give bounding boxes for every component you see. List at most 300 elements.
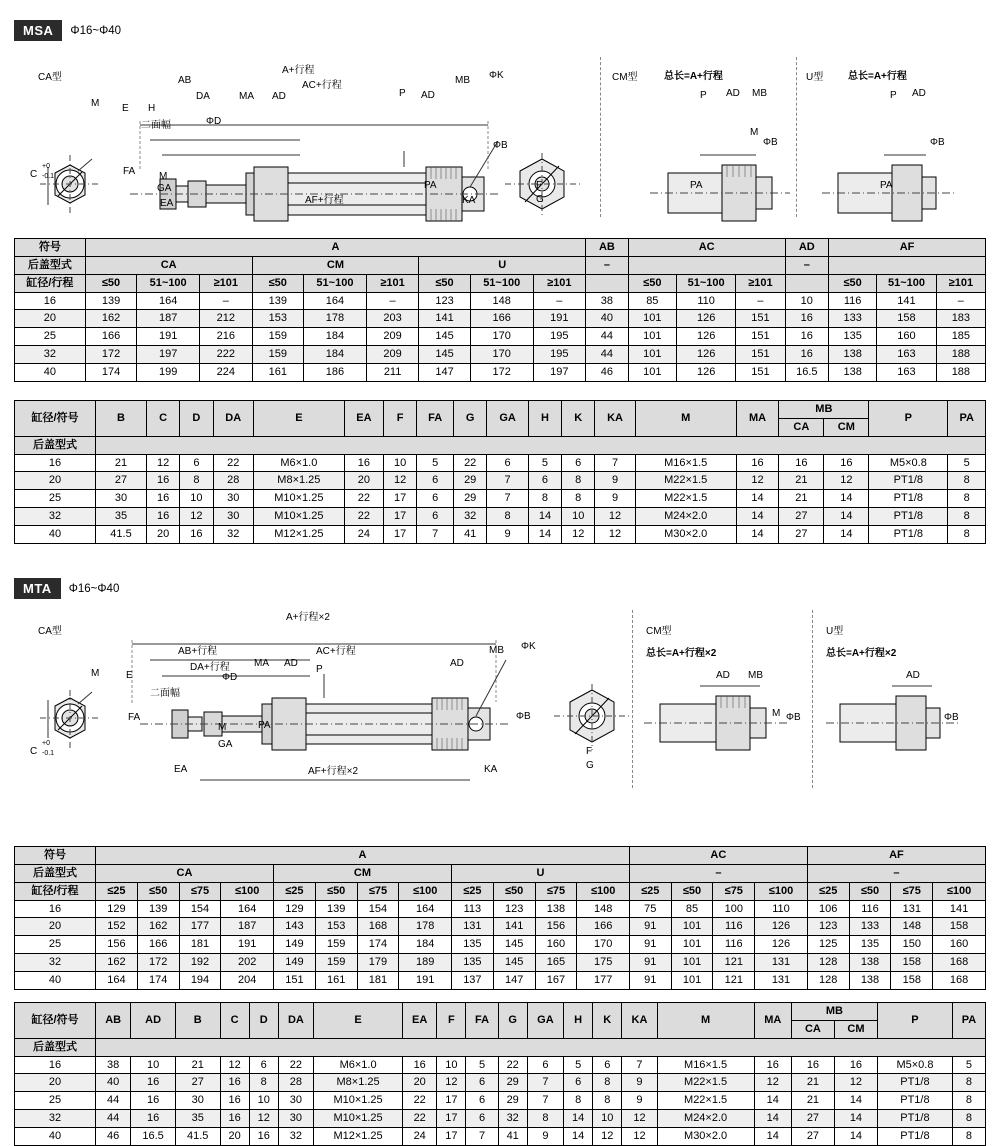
label-mta-m2: M — [218, 722, 227, 733]
cell-value: 181 — [179, 936, 221, 954]
cell-value: 159 — [252, 328, 303, 346]
cell-value: 159 — [315, 954, 357, 972]
mta-th-c17: ≤25 — [807, 882, 849, 900]
cell-value: 149 — [273, 954, 315, 972]
table-row — [15, 292, 986, 310]
cell-value: 101 — [628, 346, 676, 364]
cell-value: 150 — [891, 936, 933, 954]
cell-value: 17 — [437, 1110, 466, 1128]
table-row — [15, 918, 986, 936]
cell-value: 30 — [96, 490, 147, 508]
label-mta-phik: ΦK — [521, 641, 536, 652]
cell-value: 32 — [498, 1110, 527, 1128]
cell-value: 141 — [419, 310, 470, 328]
th2-g: G — [454, 401, 487, 437]
label-mta-ca-type: CA型 — [38, 626, 62, 637]
cell-value: 160 — [535, 936, 577, 954]
th-af-blank — [829, 256, 986, 274]
cell-value: 21 — [791, 1074, 834, 1092]
th2-ea: EA — [344, 401, 383, 437]
cell-value: 170 — [577, 936, 630, 954]
cell-value: 6 — [527, 1056, 563, 1074]
label-mta-ga: GA — [218, 739, 233, 750]
table-row — [15, 1003, 986, 1021]
label-msa-phik: ΦK — [489, 70, 504, 81]
label-mta-cm-note: 总长=A+行程×2 — [646, 648, 717, 659]
table-mta-dimensions-a — [14, 846, 986, 990]
cell-value: 5 — [417, 454, 454, 472]
cell-value: 212 — [200, 310, 252, 328]
cell-value: 151 — [736, 328, 785, 346]
label-mta-mb: MB — [489, 645, 504, 656]
th-a-cm-1: ≤50 — [252, 274, 303, 292]
cell-value: 22 — [278, 1056, 313, 1074]
cell-value: 172 — [470, 363, 533, 381]
row-bore: 40 — [15, 971, 96, 989]
cell-value: 161 — [252, 363, 303, 381]
label-msa-ma: MA — [239, 91, 254, 102]
cell-value: 129 — [273, 900, 315, 918]
label-mta-g: G — [586, 760, 594, 771]
row-bore: 25 — [15, 936, 96, 954]
cell-value: 126 — [676, 310, 736, 328]
mta-th-c18: ≤50 — [849, 882, 891, 900]
cell-value: 6 — [417, 490, 454, 508]
cell-value: 164 — [96, 971, 138, 989]
cell-value: 6 — [466, 1110, 498, 1128]
cell-value: 6 — [417, 472, 454, 490]
label-mta-f: F — [586, 746, 593, 757]
cell-value: 91 — [629, 954, 671, 972]
cell-value: 110 — [676, 292, 736, 310]
th-bore-stroke: 缸径/行程 — [15, 274, 86, 292]
cell-value: 7 — [527, 1074, 563, 1092]
cell-value: 21 — [779, 472, 824, 490]
cell-value: 21 — [779, 490, 824, 508]
divider-mta-2 — [812, 610, 813, 788]
cell-value: 154 — [179, 900, 221, 918]
cell-value: 21 — [175, 1056, 220, 1074]
label-mta-u-type: U型 — [826, 626, 844, 637]
cell-value: PT1/8 — [869, 525, 948, 543]
cell-value: 128 — [807, 954, 849, 972]
mta2-th-k: K — [593, 1003, 622, 1039]
cell-value: M22×1.5 — [635, 472, 736, 490]
cell-value: 16 — [785, 328, 829, 346]
mta2-th-e: E — [314, 1003, 403, 1039]
cell-value: 159 — [315, 936, 357, 954]
cell-value: 151 — [273, 971, 315, 989]
cell-value: 41 — [498, 1127, 527, 1145]
table-row — [15, 472, 986, 490]
cell-value: 9 — [622, 1074, 657, 1092]
cell-value: 27 — [96, 472, 147, 490]
mta-th-c19: ≤75 — [891, 882, 933, 900]
cell-value: 44 — [96, 1092, 131, 1110]
mta-th-bore-stroke: 缸径/行程 — [15, 882, 96, 900]
label-mta-fa: FA — [128, 712, 141, 723]
cell-value: 133 — [849, 918, 891, 936]
cell-value: 148 — [891, 918, 933, 936]
label-mta-cm-mb: MB — [748, 670, 763, 681]
cell-value: 123 — [493, 900, 535, 918]
label-mta-ad2: AD — [450, 658, 464, 669]
table-row — [15, 847, 986, 865]
row-bore: 16 — [15, 900, 96, 918]
cell-value: 101 — [671, 918, 713, 936]
cell-value: 14 — [736, 490, 779, 508]
cell-value: 8 — [952, 1110, 985, 1128]
label-mta-c-tol-top: +0 — [42, 740, 50, 747]
mta-th-c16: ≤100 — [755, 882, 808, 900]
cell-value: 7 — [595, 454, 635, 472]
label-mta-pa: PA — [258, 720, 271, 731]
mta2-th-f: F — [437, 1003, 466, 1039]
cell-value: – — [936, 292, 985, 310]
cell-value: M22×1.5 — [635, 490, 736, 508]
label-mta-phid: ΦD — [222, 672, 238, 683]
cell-value: 41 — [454, 525, 487, 543]
cell-value: 6 — [417, 508, 454, 526]
label-msa-phid: ΦD — [206, 116, 222, 127]
cell-value: 29 — [454, 490, 487, 508]
mta-th-af-dash: – — [807, 864, 985, 882]
cell-value: 131 — [891, 900, 933, 918]
cell-value: 177 — [179, 918, 221, 936]
cell-value: 181 — [357, 971, 399, 989]
cell-value: 204 — [221, 971, 274, 989]
label-msa-u-ad: AD — [912, 88, 926, 99]
mta2-th-b: B — [175, 1003, 220, 1039]
cell-value: 151 — [736, 310, 785, 328]
cell-value: 202 — [221, 954, 274, 972]
th-ac-1: ≤50 — [628, 274, 676, 292]
cell-value: 154 — [357, 900, 399, 918]
label-mta-flat: 二面幅 — [150, 688, 180, 699]
cell-value: 197 — [533, 363, 585, 381]
cell-value: 185 — [936, 328, 985, 346]
cell-value: 179 — [357, 954, 399, 972]
label-msa-u-type: U型 — [806, 72, 824, 83]
mta-th-c4: ≤100 — [221, 882, 274, 900]
cell-value: 16 — [779, 454, 824, 472]
cell-value: 158 — [877, 310, 937, 328]
cell-value: 35 — [175, 1110, 220, 1128]
cell-value: 129 — [96, 900, 138, 918]
cell-value: 12 — [595, 508, 635, 526]
mta-th-cm: CM — [273, 864, 451, 882]
th-af: AF — [829, 239, 986, 257]
cell-value: 38 — [96, 1056, 131, 1074]
cell-value: 30 — [213, 508, 253, 526]
cell-value: 22 — [344, 490, 383, 508]
cell-value: 9 — [595, 490, 635, 508]
cell-value: 168 — [357, 918, 399, 936]
cell-value: 126 — [676, 363, 736, 381]
cell-value: M8×1.25 — [314, 1074, 403, 1092]
cell-value: 138 — [829, 363, 877, 381]
label-msa-e: E — [122, 103, 129, 114]
cell-value: 194 — [179, 971, 221, 989]
table-row — [15, 436, 986, 454]
cell-value: 158 — [891, 954, 933, 972]
label-msa-da: DA — [196, 91, 210, 102]
label-msa-ad2: AD — [421, 90, 435, 101]
divider-mta-1 — [632, 610, 633, 788]
th-af-3: ≥101 — [936, 274, 985, 292]
row-bore: 25 — [15, 328, 86, 346]
label-msa-ac-stroke: AC+行程 — [302, 80, 342, 91]
cell-value: 22 — [213, 454, 253, 472]
table-row — [15, 363, 986, 381]
cell-value: 44 — [586, 328, 629, 346]
th-a-ca-1: ≤50 — [85, 274, 136, 292]
label-msa-ab: AB — [178, 75, 192, 86]
cell-value: M6×1.0 — [253, 454, 344, 472]
label-msa-c: C — [30, 169, 38, 180]
cell-value: 24 — [403, 1127, 437, 1145]
cell-value: 40 — [96, 1074, 131, 1092]
cell-value: 16 — [131, 1074, 176, 1092]
cell-value: 16 — [249, 1127, 278, 1145]
cell-value: 195 — [533, 328, 585, 346]
cell-value: 153 — [252, 310, 303, 328]
mta2-th-da: DA — [278, 1003, 313, 1039]
cell-value: 8 — [180, 472, 213, 490]
cell-value: 166 — [85, 328, 136, 346]
cell-value: 139 — [137, 900, 179, 918]
cell-value: 6 — [487, 454, 528, 472]
cell-value: M22×1.5 — [657, 1092, 754, 1110]
cell-value: 32 — [278, 1127, 313, 1145]
label-msa-pa: PA — [424, 180, 437, 191]
row-bore: 20 — [15, 1074, 96, 1092]
th-ac: AC — [628, 239, 785, 257]
section-tag-msa: MSA — [14, 20, 62, 41]
mta-th-c15: ≤75 — [713, 882, 755, 900]
cell-value: – — [736, 292, 785, 310]
th-ac-3: ≥101 — [736, 274, 785, 292]
th-af-1: ≤50 — [829, 274, 877, 292]
table-row — [15, 508, 986, 526]
cell-value: 6 — [593, 1056, 622, 1074]
cell-value: 6 — [466, 1092, 498, 1110]
cell-value: 209 — [366, 346, 418, 364]
cell-value: 29 — [498, 1074, 527, 1092]
cell-value: 12 — [736, 472, 779, 490]
table-row — [15, 1056, 986, 1074]
cell-value: 101 — [628, 310, 676, 328]
cell-value: 100 — [713, 900, 755, 918]
cell-value: 156 — [535, 918, 577, 936]
cell-value: M10×1.25 — [253, 490, 344, 508]
cell-value: 139 — [315, 900, 357, 918]
cell-value: 27 — [791, 1110, 834, 1128]
section-range-msa: Φ16~Φ40 — [70, 24, 122, 37]
cell-value: 172 — [137, 954, 179, 972]
section-range-mta: Φ16~Φ40 — [68, 582, 120, 595]
table-msa-dimensions-a — [14, 238, 986, 382]
cell-value: 175 — [577, 954, 630, 972]
th2-b: B — [96, 401, 147, 437]
mta-th-c3: ≤75 — [179, 882, 221, 900]
cell-value: 29 — [454, 472, 487, 490]
cell-value: 14 — [834, 1127, 877, 1145]
cell-value: 5 — [466, 1056, 498, 1074]
label-mta-e: E — [126, 670, 133, 681]
cell-value: 191 — [137, 328, 200, 346]
cell-value: 12 — [754, 1074, 791, 1092]
cell-value: 8 — [562, 490, 595, 508]
cell-value: 10 — [131, 1056, 176, 1074]
cell-value: M16×1.5 — [635, 454, 736, 472]
label-mta-ea: EA — [174, 764, 188, 775]
mta-th-c5: ≤25 — [273, 882, 315, 900]
cell-value: 8 — [952, 1092, 985, 1110]
section-tag-mta: MTA — [14, 578, 61, 599]
label-msa-cm-mb: MB — [752, 88, 767, 99]
cell-value: 166 — [470, 310, 533, 328]
label-mta-ma: MA — [254, 658, 269, 669]
cell-value: 7 — [466, 1127, 498, 1145]
th2-ka: KA — [595, 401, 635, 437]
cell-value: 145 — [493, 954, 535, 972]
mta-th-c9: ≤25 — [451, 882, 493, 900]
cell-value: 166 — [137, 936, 179, 954]
cell-value: PT1/8 — [869, 472, 948, 490]
cell-value: M12×1.25 — [314, 1127, 403, 1145]
cell-value: 188 — [936, 363, 985, 381]
cell-value: 183 — [936, 310, 985, 328]
cell-value: 187 — [221, 918, 274, 936]
label-msa-p: P — [399, 88, 406, 99]
cell-value: 17 — [383, 525, 416, 543]
th2-da: DA — [213, 401, 253, 437]
cell-value: 187 — [137, 310, 200, 328]
cell-value: 147 — [493, 971, 535, 989]
th2-d: D — [180, 401, 213, 437]
cell-value: M24×2.0 — [635, 508, 736, 526]
label-msa-ea: EA — [160, 198, 174, 209]
cell-value: 14 — [824, 508, 869, 526]
cell-value: 12 — [622, 1110, 657, 1128]
th-a-cm-3: ≥101 — [366, 274, 418, 292]
cell-value: 101 — [671, 971, 713, 989]
table-row — [15, 1074, 986, 1092]
th2-f: F — [383, 401, 416, 437]
row-bore: 40 — [15, 363, 86, 381]
mta-th-ca: CA — [96, 864, 274, 882]
label-msa-cm-phib: ΦB — [763, 137, 778, 148]
cell-value: 138 — [829, 346, 877, 364]
cell-value: 141 — [877, 292, 937, 310]
divider-msa-2 — [796, 57, 797, 217]
label-mta-u-phib: ΦB — [944, 712, 959, 723]
cell-value: 164 — [221, 900, 274, 918]
mta2-th-bore-symbol: 缸径/符号 — [15, 1003, 96, 1039]
cell-value: 16 — [834, 1056, 877, 1074]
cell-value: 148 — [470, 292, 533, 310]
cell-value: 8 — [593, 1092, 622, 1110]
mta2-th-g: G — [498, 1003, 527, 1039]
cell-value: 21 — [791, 1092, 834, 1110]
th2-h: H — [528, 401, 561, 437]
cell-value: 6 — [564, 1074, 593, 1092]
cell-value: 32 — [454, 508, 487, 526]
mta2-th-cap-type: 后盖型式 — [15, 1038, 96, 1056]
cell-value: 14 — [824, 490, 869, 508]
table-row — [15, 490, 986, 508]
label-mta-cm-type: CM型 — [646, 626, 672, 637]
cell-value: 5 — [564, 1056, 593, 1074]
cell-value: 162 — [85, 310, 136, 328]
cell-value: 41.5 — [96, 525, 147, 543]
label-mta-u-ad: AD — [906, 670, 920, 681]
row-bore: 20 — [15, 918, 96, 936]
cell-value: 12 — [220, 1056, 249, 1074]
th2-spacer — [96, 436, 986, 454]
cell-value: 14 — [564, 1127, 593, 1145]
table-body-msa-b — [15, 454, 986, 543]
cell-value: 156 — [96, 936, 138, 954]
cell-value: 6 — [180, 454, 213, 472]
cell-value: 27 — [779, 508, 824, 526]
cell-value: 138 — [849, 954, 891, 972]
cell-value: 151 — [736, 346, 785, 364]
mta2-th-fa: FA — [466, 1003, 498, 1039]
label-mta-ac-stroke: AC+行程 — [316, 646, 356, 657]
cell-value: 17 — [383, 508, 416, 526]
label-mta-p: P — [316, 664, 323, 675]
cell-value: 148 — [577, 900, 630, 918]
label-mta-ab-stroke: AB+行程 — [178, 646, 218, 657]
label-msa-m: M — [91, 98, 100, 109]
label-mta-c: C — [30, 746, 38, 757]
cell-value: 7 — [417, 525, 454, 543]
cell-value: 8 — [564, 1092, 593, 1110]
cell-value: 8 — [562, 472, 595, 490]
cell-value: 75 — [629, 900, 671, 918]
cell-value: 16 — [344, 454, 383, 472]
mta2-th-m: M — [657, 1003, 754, 1039]
cell-value: 22 — [403, 1092, 437, 1110]
cell-value: 126 — [676, 346, 736, 364]
cell-value: M5×0.8 — [869, 454, 948, 472]
cell-value: 166 — [577, 918, 630, 936]
cell-value: 135 — [829, 328, 877, 346]
cell-value: M30×2.0 — [635, 525, 736, 543]
cell-value: 16.5 — [785, 363, 829, 381]
cell-value: 10 — [180, 490, 213, 508]
cell-value: 163 — [877, 363, 937, 381]
th2-e: E — [253, 401, 344, 437]
cell-value: 16 — [791, 1056, 834, 1074]
cell-value: 160 — [933, 936, 986, 954]
cell-value: 191 — [399, 971, 452, 989]
label-mta-cm-phib: ΦB — [786, 712, 801, 723]
cell-value: 16 — [220, 1092, 249, 1110]
cell-value: M22×1.5 — [657, 1074, 754, 1092]
cell-value: 85 — [628, 292, 676, 310]
mta-th-c7: ≤75 — [357, 882, 399, 900]
label-msa-m2: M — [159, 171, 168, 182]
cell-value: 40 — [586, 310, 629, 328]
label-mta-af-stroke: AF+行程×2 — [308, 766, 359, 777]
cell-value: 139 — [252, 292, 303, 310]
th2-mb: MB — [779, 401, 869, 419]
mta2-th-mb: MB — [791, 1003, 877, 1021]
cell-value: 170 — [470, 328, 533, 346]
